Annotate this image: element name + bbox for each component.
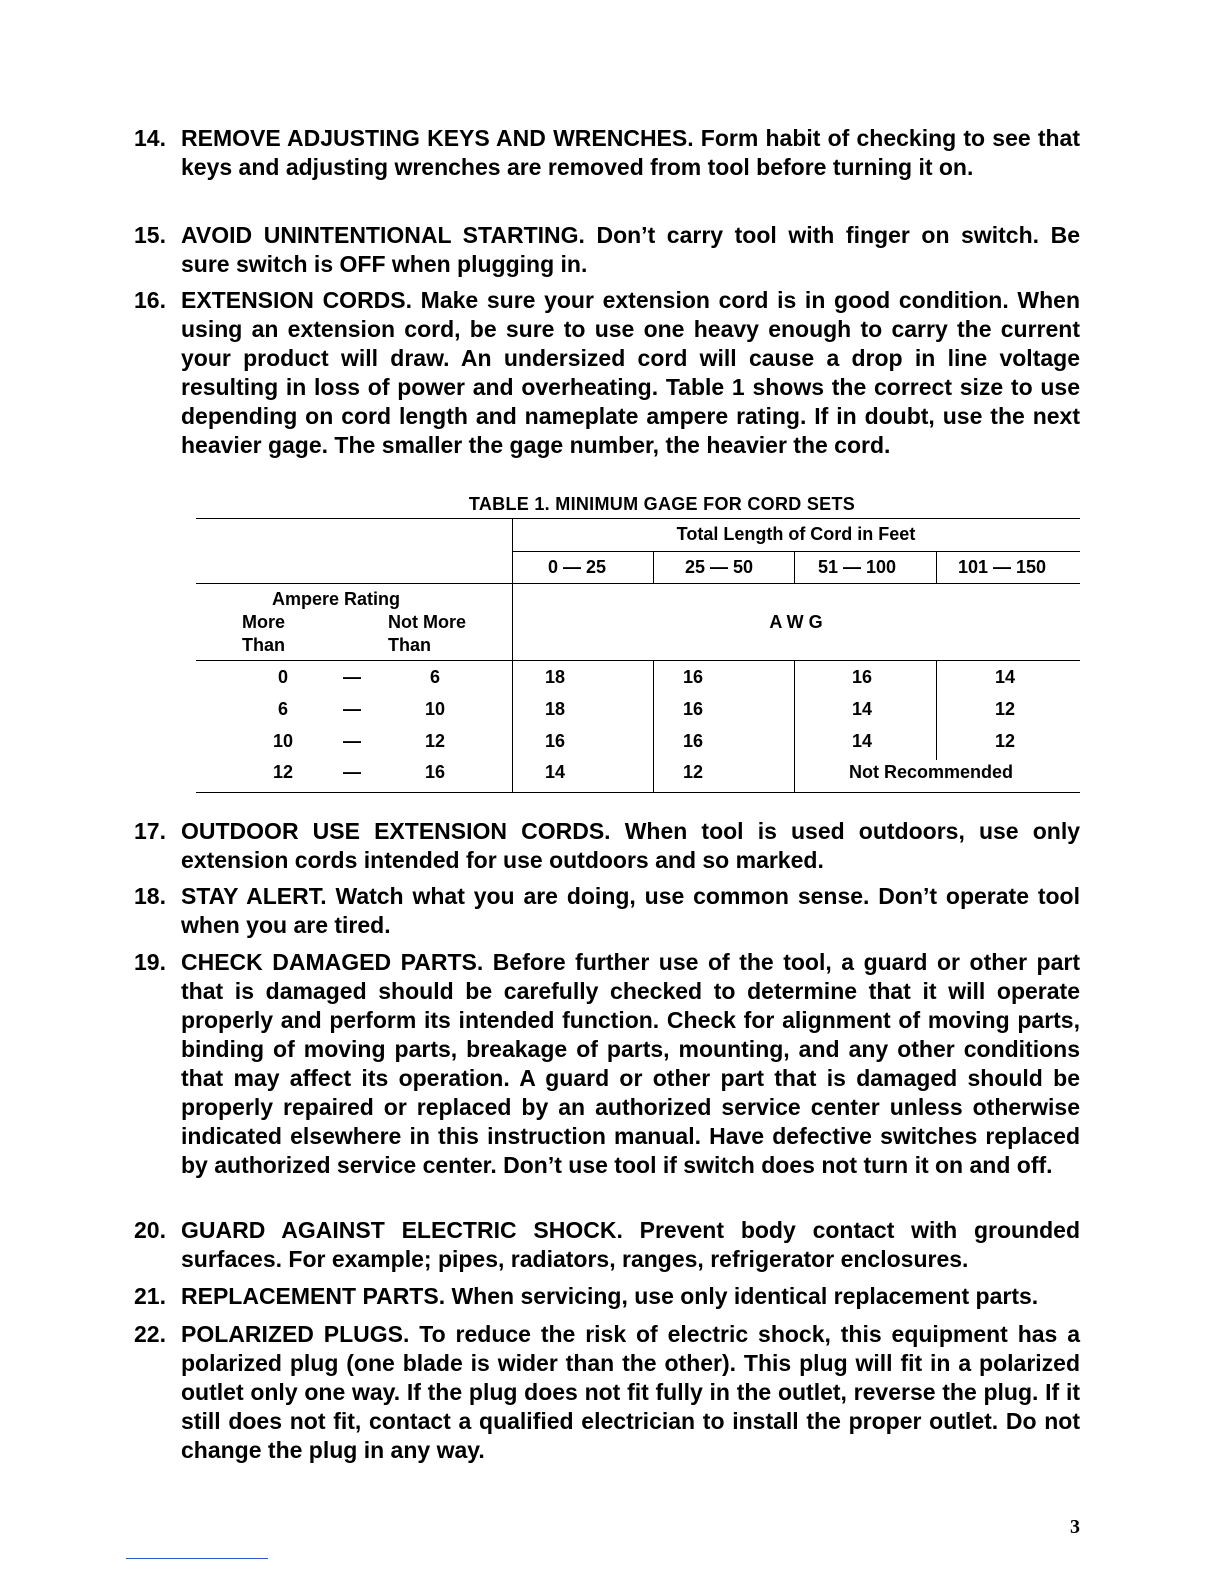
table-caption — [196, 492, 1080, 516]
gage-cell: 14 — [852, 699, 873, 719]
length-header-rule — [512, 551, 1080, 552]
table-bottom-rule — [196, 792, 1080, 793]
rule-number: 20. — [134, 1217, 166, 1243]
rule-text: REMOVE ADJUSTING KEYS AND WRENCHES. Form habit of checking to see that keys and adjusting wrenches are removed from tool before turning it on. — [181, 125, 1080, 180]
rule-22 — [134, 1320, 1080, 1465]
ampere-dash: — — [343, 699, 361, 719]
rule-number: 14. — [134, 125, 166, 151]
rule-text: STAY ALERT. Watch what you are doing, use common sense. Don’t operate tool when you are tired. — [181, 883, 1080, 938]
rule-20 — [134, 1216, 1080, 1274]
length-header: Total Length of Cord in Feet — [676, 524, 916, 544]
ampere-more-than: 0 — [277, 667, 288, 687]
ampere-dash: — — [343, 667, 361, 687]
rule-17 — [134, 817, 1080, 875]
rule-text: REPLACEMENT PARTS. When servicing, use only identical replacement parts. — [181, 1283, 1039, 1309]
rule-21 — [134, 1282, 1080, 1311]
length-col-2: 51 — 100 — [818, 557, 897, 577]
ampere-not-more-than: 16 — [424, 762, 446, 782]
rule-text: GUARD AGAINST ELECTRIC SHOCK. Prevent body contact with grounded surfaces. For example; pipes, radiators, ranges, refrigerator enclosures. — [181, 1217, 1080, 1272]
rule-15 — [134, 221, 1080, 279]
page-number: 3 — [1070, 1516, 1080, 1538]
ampere-more-than: 10 — [272, 731, 294, 751]
gage-cell: 14 — [545, 762, 566, 782]
length-col-1: 25 — 50 — [685, 557, 754, 577]
rule-16 — [134, 286, 1080, 460]
gage-cell: 12 — [995, 731, 1016, 751]
gage-cell: 12 — [683, 762, 704, 782]
rule-text: OUTDOOR USE EXTENSION CORDS. When tool is used outdoors, use only extension cords intended for use outdoors and so marked. — [181, 818, 1080, 873]
ampere-dash: — — [343, 762, 361, 782]
rule-text: CHECK DAMAGED PARTS. Before further use of the tool, a guard or other part that is damaged should be carefully checked to determine that it will operate properly and perform its intended function. Check for alignment of moving parts, binding of moving parts, breakage of parts, mounting, and any other conditions that may affect its operation. A guard or other part that is damaged should be properly repaired or replaced by an authorized service center unless otherwise indicated elsewhere in this instruction manual. Have defective switches replaced by authorized service center. Don’t use tool if switch does not turn it on and off. — [181, 949, 1080, 1178]
footer-rule — [126, 1558, 268, 1559]
rule-number: 18. — [134, 883, 166, 909]
length-col-0: 0 — 25 — [548, 557, 607, 577]
rule-14 — [134, 124, 1080, 182]
more-than-header: More Than — [242, 612, 286, 655]
gage-cell: 14 — [995, 667, 1016, 687]
header-bottom-rule — [196, 660, 1080, 661]
rule-number: 17. — [134, 818, 166, 844]
rule-number: 16. — [134, 287, 166, 313]
awg-header: A W G — [769, 612, 823, 632]
rule-number: 15. — [134, 222, 166, 248]
length-columns-rule — [196, 583, 1080, 584]
ampere-not-more-than: 10 — [424, 699, 446, 719]
gage-cell: 14 — [852, 731, 873, 751]
gage-cell: 16 — [683, 731, 704, 751]
gage-cell: 16 — [683, 667, 704, 687]
ampere-not-more-than: 12 — [424, 731, 446, 751]
gage-cell: 18 — [545, 667, 566, 687]
ampere-dash: — — [343, 731, 361, 751]
ampere-more-than: 12 — [272, 762, 294, 782]
ampere-more-than: 6 — [277, 699, 288, 719]
ampere-header: Ampere Rating — [271, 589, 401, 609]
gage-cell: 16 — [852, 667, 873, 687]
table-top-rule — [196, 518, 1080, 519]
rule-text: POLARIZED PLUGS. To reduce the risk of electric shock, this equipment has a polarized plug (one blade is wider than the other). This plug will fit in a polarized outlet only one way. If the plug does not fit fully in the outlet, reverse the plug. If it still does not fit, contact a qualified electrician to install the proper outlet. Do not change the plug in any way. — [181, 1321, 1080, 1463]
rule-text: EXTENSION CORDS. Make sure your extension cord is in good condition. When using an extension cord, be sure to use one heavy enough to carry the current your product will draw. An undersized cord will cause a drop in line voltage resulting in loss of power and overheating. Table 1 shows the correct size to use depending on cord length and nameplate ampere rating. If in doubt, use the next heavier gage. The smaller the gage number, the heavier the cord. — [181, 287, 1080, 458]
rule-number: 22. — [134, 1321, 166, 1347]
ampere-not-more-than: 6 — [429, 667, 440, 687]
length-col-3: 101 — 150 — [958, 557, 1047, 577]
not-more-than-header: Not More Than — [388, 612, 466, 655]
rule-text: AVOID UNINTENTIONAL STARTING. Don’t carry tool with finger on switch. Be sure switch is OFF when plugging in. — [181, 222, 1080, 277]
rule-18 — [134, 882, 1080, 940]
gage-cell: 12 — [995, 699, 1016, 719]
gage-cell: 16 — [545, 731, 566, 751]
rule-19 — [134, 948, 1080, 1180]
gage-cell: 16 — [683, 699, 704, 719]
gage-cell: 18 — [545, 699, 566, 719]
rule-number: 19. — [134, 949, 166, 975]
table-caption-text: TABLE 1. MINIMUM GAGE FOR CORD SETS — [468, 494, 856, 514]
rule-number: 21. — [134, 1283, 166, 1309]
gage-not-recommended: Not Recommended — [849, 762, 1014, 782]
